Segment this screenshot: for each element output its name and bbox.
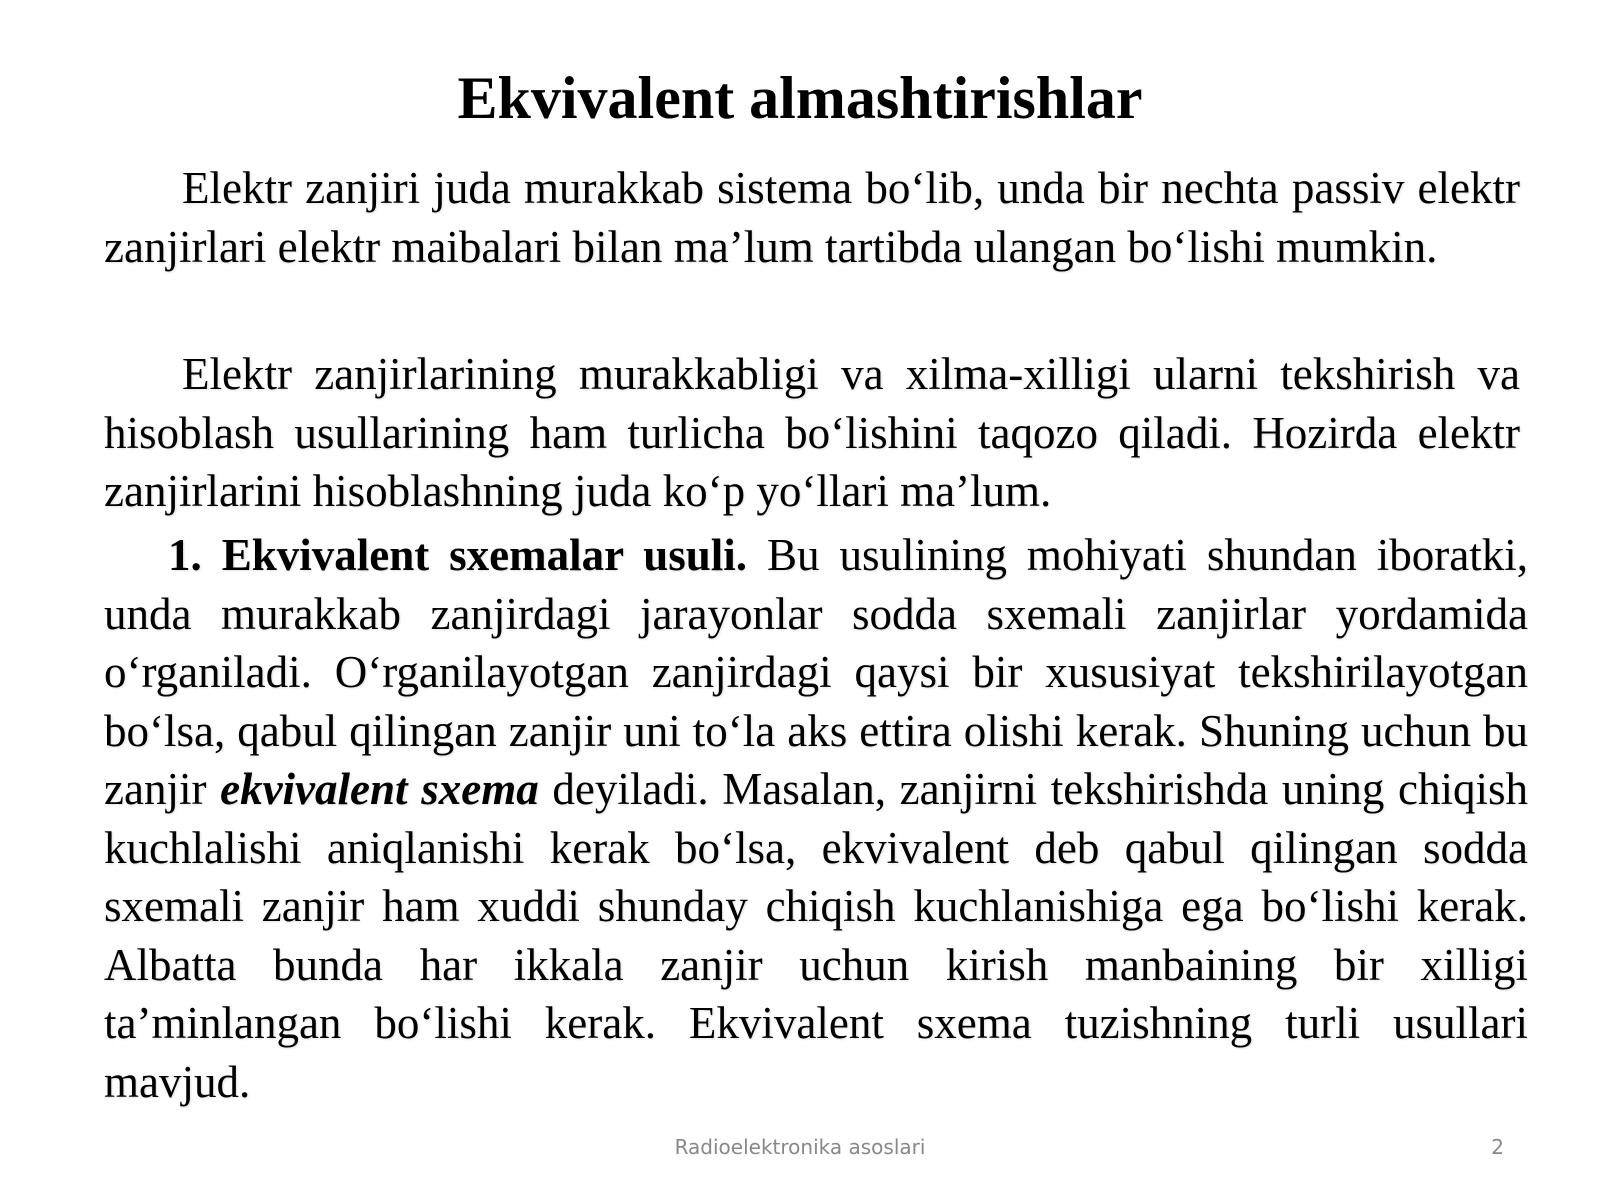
paragraph-1: Elektr zanjiri juda murakkab sistema bo‘lib, unda bir nechta passiv elektr zanjirlari elektr maibalari bilan ma’lum tartibda ulangan bo‘lishi mumkin. — [104, 163, 1520, 272]
paragraph-2: Elektr zanjirlarining murakkabligi va xilma-xilligi ularni tekshirish va hisoblash usullarining ham turlicha bo‘lishini taqozo qiladi. Hozirda elektr zanjirlarini hisoblashning juda ko‘p yo‘llari ma’lum. — [104, 349, 1520, 516]
paragraph-3 — [104, 526, 1528, 1111]
paragraph-3-text-after: deyiladi. Masalan, zanjirni tekshirishda uning chiqish kuchlalishi aniqlanishi kerak bo‘lsa, ekvivalent deb qabul qilingan sodda sxemali zanjir ham xuddi shunday chiqish kuchlanishiga ega bo‘lishi kerak. Albatta bunda har ikkala zanjir uchun kirish manbaining bir xilligi ta’minlangan bo‘lishi kerak. Ekvivalent sxema tuzishning turli usullari mavjud. — [104, 764, 1529, 1107]
paragraph-3-text-before: Bu usulining mohiyati shundan iboratki, unda murakkab zanjirdagi jarayonlar sodda sxemali zanjirlar yordamida o‘rganiladi. O‘rganilayotgan zanjirdagi qaysi bir xususiyat tekshirilayotgan bo‘lsa, qabul qilingan zanjir uni to‘la aks ettira olishi kerak. Shuning uchun bu zanjir — [104, 530, 1528, 814]
method-heading: 1. Ekvivalent sxemalar usuli. — [168, 530, 748, 580]
term-ekvivalent-sxema: ekvivalent sxema — [220, 764, 539, 814]
slide-title: Ekvivalent almashtirishlar — [457, 65, 1143, 131]
slide-footer: Radioelektronika asoslari — [674, 1135, 926, 1159]
page-number: 2 — [1491, 1135, 1504, 1159]
